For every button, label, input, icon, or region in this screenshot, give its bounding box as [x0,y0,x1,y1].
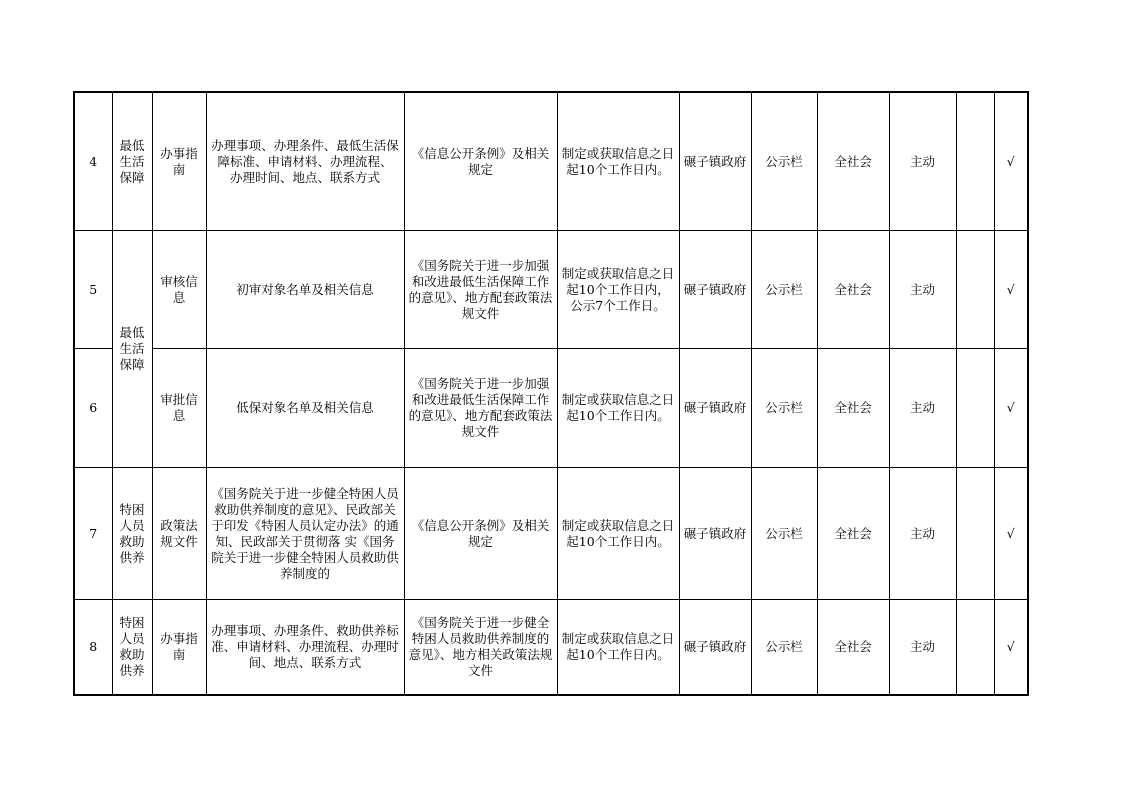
category-cell: 特困人员救助供养 [112,600,152,696]
checkmark-cell: √ [994,468,1028,600]
row-number: 7 [74,468,112,600]
scope-cell: 全社会 [817,92,889,231]
row-number: 8 [74,600,112,696]
content-cell: 办理事项、办理条件、最低生活保障标准、申请材料、办理流程、 办理时间、地点、联系方式 [206,92,404,231]
timeframe-cell: 制定或获取信息之日起10个工作日内，公示7个工作日。 [557,231,679,349]
subcategory-cell: 政策法规文件 [152,468,206,600]
basis-cell: 《信息公开条例》及相关规定 [404,468,557,600]
scope-cell: 全社会 [817,349,889,468]
checkmark-cell: √ [994,349,1028,468]
empty-cell [956,468,994,600]
row-number: 4 [74,92,112,231]
table-row [74,92,1028,231]
scope-cell: 全社会 [817,231,889,349]
channel-cell: 公示栏 [751,600,817,696]
timeframe-cell: 制定或获取信息之日起10个工作日内。 [557,92,679,231]
basis-cell: 《国务院关于进一步加强和改进最低生活保障工作的意见》、地方配套政策法规文件 [404,349,557,468]
content-cell: 《国务院关于进一步健全特困人员救助供养制度的意见》、民政部关于印发《特困人员认定办法》的通知、民政部关于贯彻落 实《国务院关于进一步健全特困人员救助供养制度的 [206,468,404,600]
scope-cell: 全社会 [817,600,889,696]
table-row [74,468,1028,600]
disclosure-table [73,91,1029,696]
content-cell: 低保对象名单及相关信息 [206,349,404,468]
channel-cell: 公示栏 [751,231,817,349]
empty-cell [956,600,994,696]
channel-cell: 公示栏 [751,92,817,231]
mode-cell: 主动 [889,468,956,600]
row-number: 6 [74,349,112,468]
table-row [74,349,1028,468]
content-cell: 初审对象名单及相关信息 [206,231,404,349]
subcategory-cell: 办事指南 [152,600,206,696]
basis-cell: 《国务院关于进一步健全特困人员救助供养制度的意见》、地方相关政策法规文件 [404,600,557,696]
category-cell-merged: 最低生活保障 [112,231,152,468]
empty-cell [956,231,994,349]
empty-cell [956,349,994,468]
empty-cell [956,92,994,231]
subject-cell: 碾子镇政府 [679,231,751,349]
checkmark-cell: √ [994,600,1028,696]
checkmark-cell: √ [994,92,1028,231]
scope-cell: 全社会 [817,468,889,600]
table-row [74,231,1028,349]
mode-cell: 主动 [889,231,956,349]
mode-cell: 主动 [889,92,956,231]
category-cell: 最低生活保障 [112,92,152,231]
subcategory-cell: 审核信息 [152,231,206,349]
subject-cell: 碾子镇政府 [679,600,751,696]
checkmark-cell: √ [994,231,1028,349]
basis-cell: 《信息公开条例》及相关规定 [404,92,557,231]
row-number: 5 [74,231,112,349]
channel-cell: 公示栏 [751,349,817,468]
subcategory-cell: 办事指南 [152,92,206,231]
timeframe-cell: 制定或获取信息之日起10个工作日内。 [557,349,679,468]
timeframe-cell: 制定或获取信息之日起10个工作日内。 [557,600,679,696]
content-cell: 办理事项、办理条件、救助供养标准、申请材料、办理流程、办理时间、地点、联系方式 [206,600,404,696]
mode-cell: 主动 [889,600,956,696]
timeframe-cell: 制定或获取信息之日起10个工作日内。 [557,468,679,600]
category-cell: 特困人员救助供养 [112,468,152,600]
basis-cell: 《国务院关于进一步加强和改进最低生活保障工作的意见》、地方配套政策法规文件 [404,231,557,349]
subject-cell: 碾子镇政府 [679,468,751,600]
subcategory-cell: 审批信息 [152,349,206,468]
mode-cell: 主动 [889,349,956,468]
subject-cell: 碾子镇政府 [679,92,751,231]
table-row [74,600,1028,696]
subject-cell: 碾子镇政府 [679,349,751,468]
channel-cell: 公示栏 [751,468,817,600]
